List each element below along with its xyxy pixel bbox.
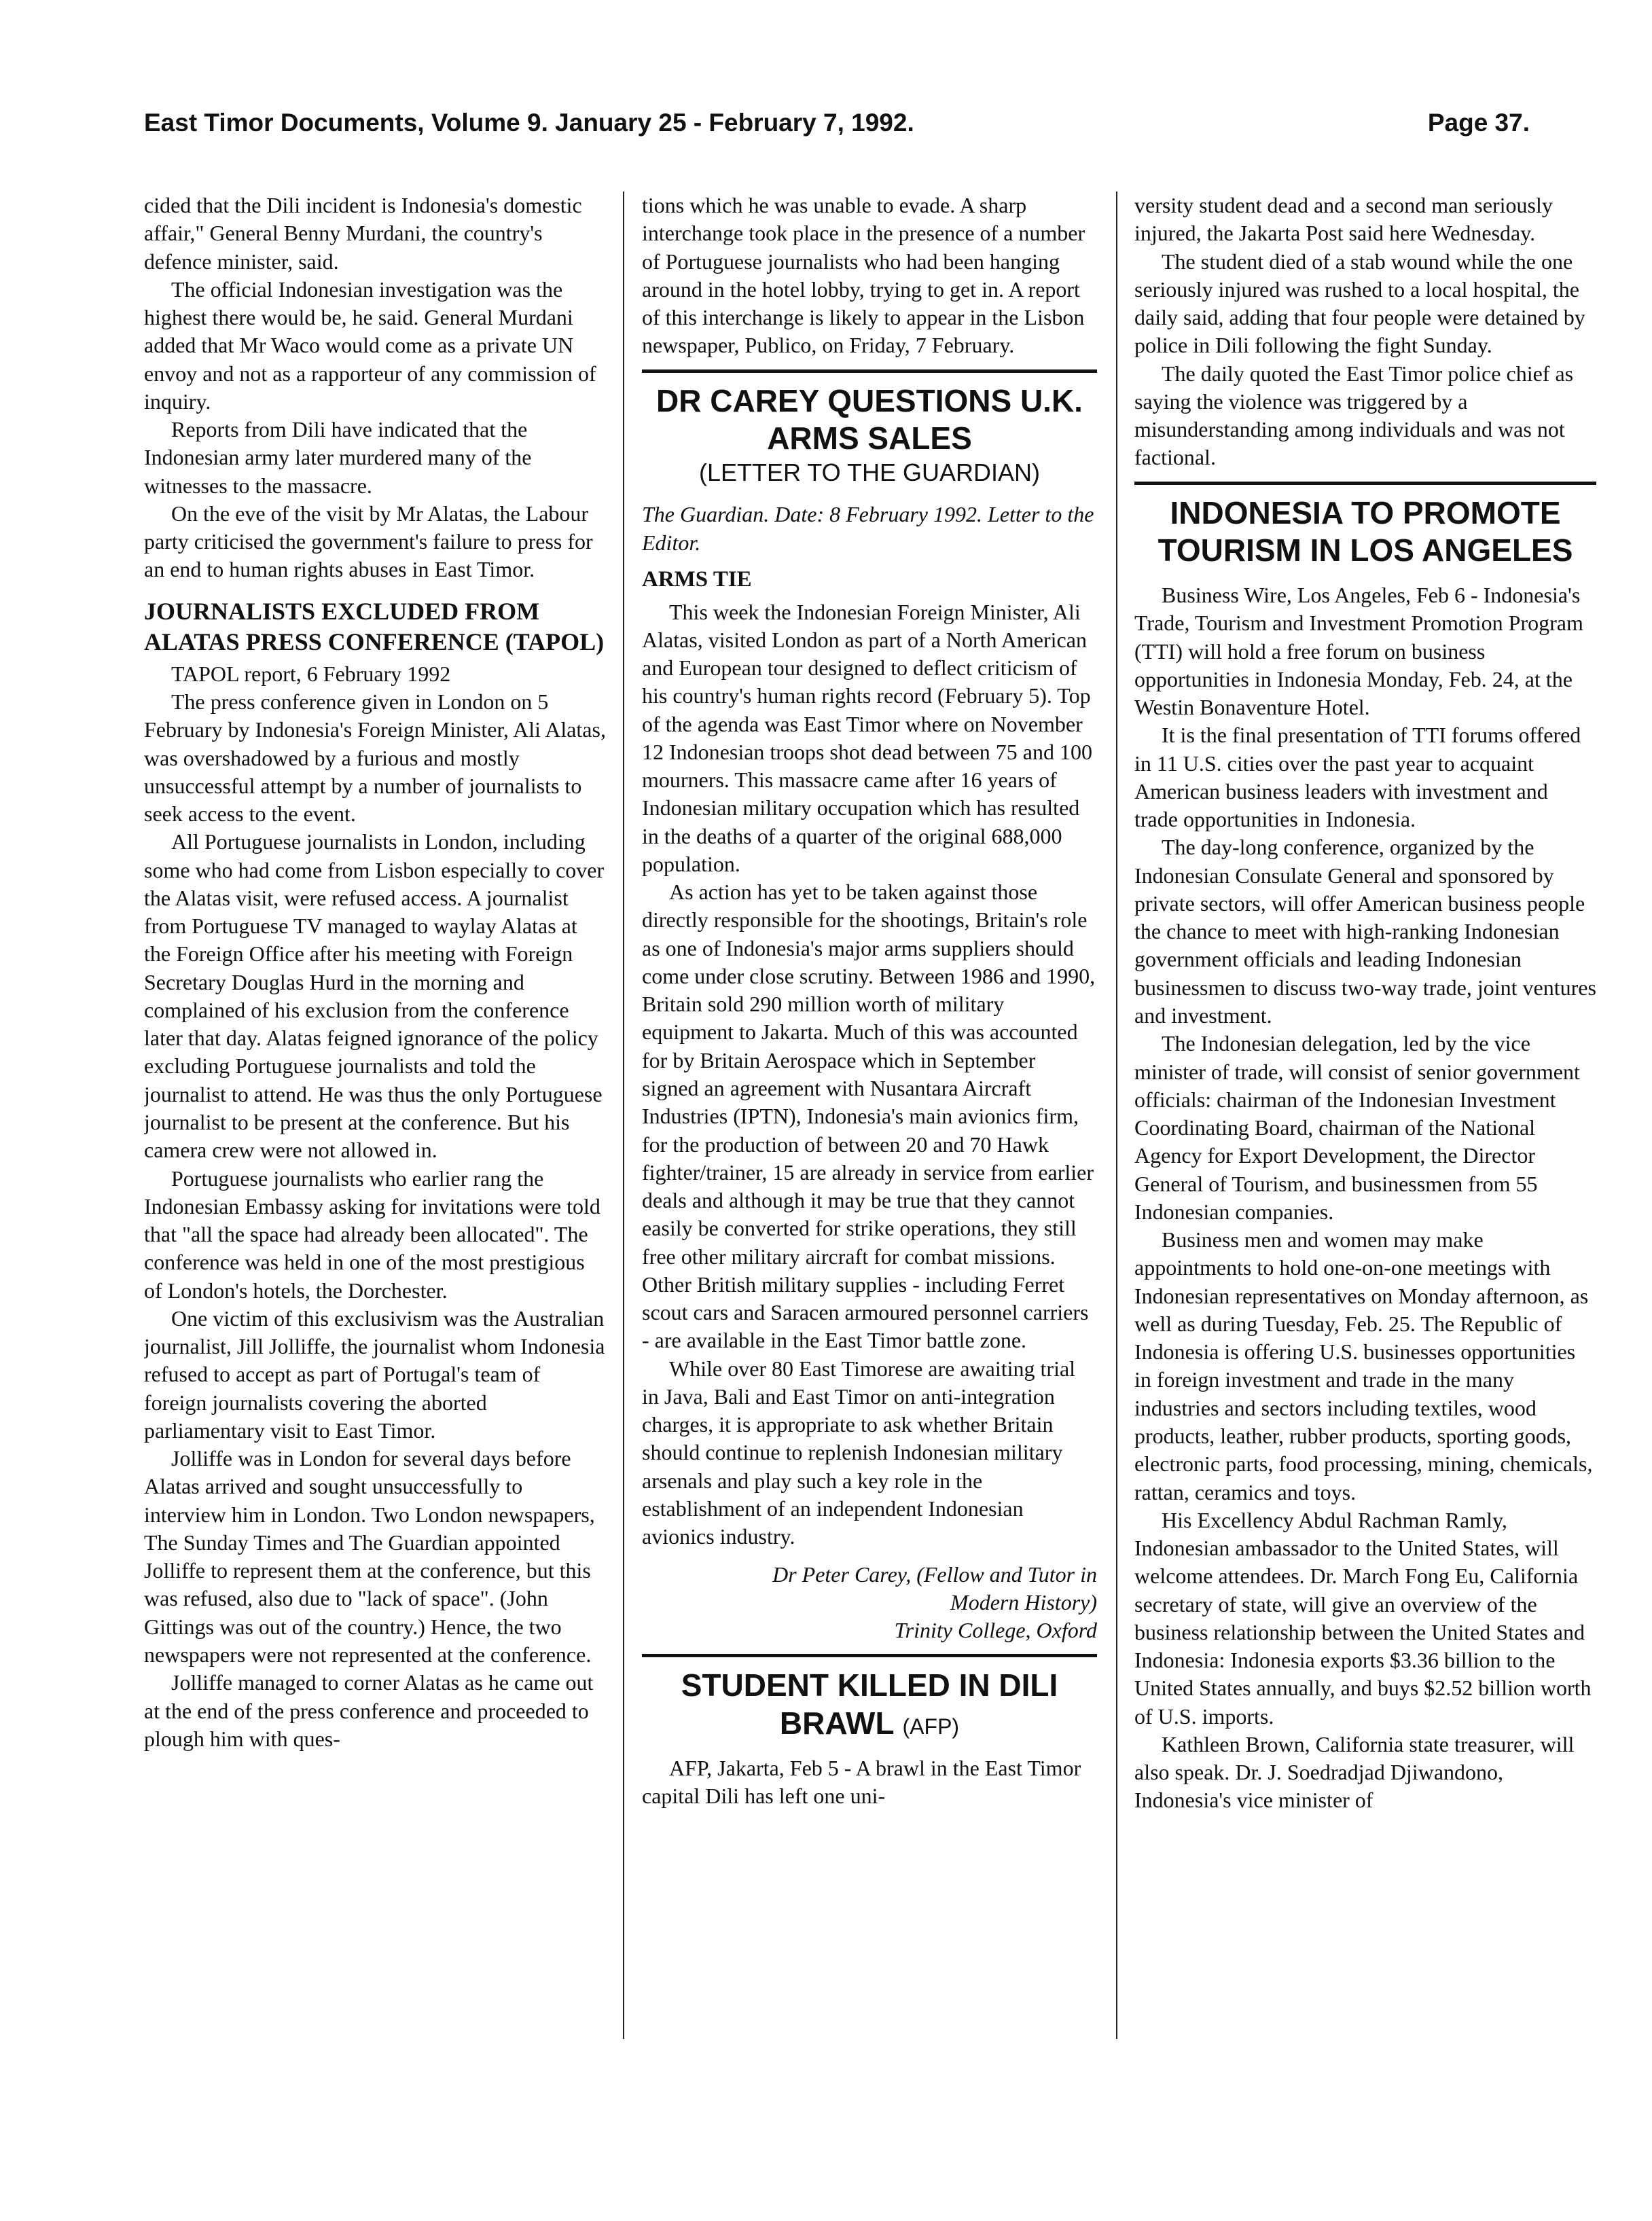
paragraph: tions which he was unable to evade. A sharp interchange took place in the presence of a number of Portuguese journalists who had been hanging around in the hotel lobby, trying to get in. A report of this interchange is likely to appear in the Lisbon newspaper, Publico, on Friday, 7 February. (642, 193, 1085, 358)
paragraph: Portuguese journalists who earlier rang the Indonesian Embassy asking for invitations were told that "all the space had already been allocated". The conference was held in one of the most prestigious of London's hotels, the Dorchester. (144, 1166, 600, 1303)
signature-line: Modern History) (950, 1589, 1097, 1614)
paragraph: While over 80 East Timorese are awaiting trial in Java, Bali and East Timor on anti-integration charges, it is appropriate to ask whether Britain should continue to replenish Indonesian military arsenals and play such a key role in the establishment of an independent Indonesian avionics industry. (642, 1356, 1076, 1549)
article-source: The Guardian. Date: 8 February 1992. Letter to the Editor. (642, 502, 1094, 555)
paragraph: cided that the Dili incident is Indonesia's domestic affair," General Benny Murdani, the country's defence minister, said. (144, 193, 582, 274)
paragraph: AFP, Jakarta, Feb 5 - A brawl in the East Timor capital Dili has left one uni- (642, 1755, 1081, 1808)
heading-tag: (AFP) (902, 1714, 960, 1739)
paragraph: The press conference given in London on 5 February by Indonesia's Foreign Minister, Ali Alatas, was overshadowed by a furious and mostly unsuccessful attempt by a number of journalists to seek access to the event. (144, 689, 606, 827)
section-rule (642, 369, 1097, 373)
paragraph: versity student dead and a second man seriously injured, the Jakarta Post said here Wednesday. (1134, 193, 1553, 246)
paragraph: Kathleen Brown, California state treasurer, will also speak. Dr. J. Soedradjad Djiwandono, Indonesia's vice minister of (1134, 1731, 1575, 1813)
paragraph: The Indonesian delegation, led by the vice minister of trade, will consist of senior government officials: chairman of the Indonesian Investment Coordinating Board, chairman of the National Agency for Export Development, the Director General of Tourism, and businessmen from 55 Indonesian companies. (1134, 1031, 1580, 1224)
paragraph: On the eve of the visit by Mr Alatas, the Labour party criticised the government's failure to press for an end to human rights abuses in East Timor. (144, 501, 593, 582)
paragraph: It is the final presentation of TTI forums offered in 11 U.S. cities over the past year to acquaint American business leaders with investment and trade opportunities in Indonesia. (1134, 723, 1581, 832)
article-heading-tourism: INDONESIA TO PROMOTE TOURISM IN LOS ANGELES (1157, 494, 1573, 568)
heading-text: STUDENT KILLED IN DILI BRAWL (681, 1667, 1058, 1741)
section-rule (1134, 482, 1596, 485)
paragraph: One victim of this exclusivism was the Australian journalist, Jill Jolliffe, the journalist whom Indonesia refused to accept as part of Portugal's team of foreign journalists covering the aborted parliamentary visit to East Timor. (144, 1305, 605, 1443)
paragraph: Reports from Dili have indicated that the Indonesian army later murdered many of the witnesses to the massacre. (144, 417, 532, 498)
paragraph: Business men and women may make appointments to hold one-on-one meetings with Indonesian representatives on Monday afternoon, as well as during Tuesday, Feb. 25. The Republic of Indonesia is offering U.S. businesses opportunities in foreign investment and trade in the many industries and sectors including textiles, wood products, leather, rubber products, sporting goods, electronic parts, food processing, mining, chemicals, rattan, ceramics and toys. (1134, 1227, 1593, 1504)
paragraph: The official Indonesian investigation was the highest there would be, he said. General Murdani added that Mr Waco would come as a private UN envoy and not as a rapporteur of any commission of inquiry. (144, 276, 596, 414)
column-divider-2 (1116, 192, 1117, 2039)
paragraph: The day-long conference, organized by the Indonesian Consulate General and sponsored by private sectors, will offer American business people the chance to meet with high-ranking Indonesian government officials and leading Indonesian businessmen to discuss two-way trade, joint ventures and investment. (1134, 835, 1596, 1028)
paragraph: All Portuguese journalists in London, including some who had come from Lisbon especially to cover the Alatas visit, were refused access. A journalist from Portuguese TV managed to waylay Alatas at the Foreign Office after his meeting with Foreign Secretary Douglas Hurd in the morning and complained of his exclusion from the conference later that day. Alatas feigned ignorance of the policy excluding Portuguese journalists and told the journalist to attend. He was thus the only Portuguese journalist to be present at the conference. But his camera crew were not allowed in. (144, 829, 605, 1163)
signature-line: Trinity College, Oxford (894, 1618, 1097, 1643)
article-heading-carey: DR CAREY QUESTIONS U.K. ARMS SALES (656, 382, 1083, 456)
paragraph: Jolliffe was in London for several days before Alatas arrived and sought unsuccessfully to interview him in London. Two London newspapers, The Sunday Times and The Guardian appointed Jolliffe to represent them at the conference, but this was refused, also due to "lack of space". (John Gittings was out of the country.) Hence, the two newspapers were not represented at the conference. (144, 1446, 595, 1667)
paragraph: His Excellency Abdul Rachman Ramly, Indonesian ambassador to the United States, will welcome attendees. Dr. March Fong Eu, California secretary of state, will give an overview of the business relationship between the United States and Indonesia: Indonesia exports $3.36 billion to the United States annually, and buys $2.52 billion worth of U.S. imports. (1134, 1507, 1592, 1729)
page-number: Page 37. (1427, 109, 1530, 137)
signature-block (642, 1561, 1097, 1645)
paragraph: This week the Indonesian Foreign Minister, Ali Alatas, visited London as part of a North American and European tour designed to deflect criticism of his country's human rights record (February 5). Top of the agenda was East Timor where on November 12 Indonesian troops shot dead between 75 and 100 mourners. This massacre came after 16 years of Indonesian military occupation which has resulted in the deaths of a quarter of the original 688,000 population. (642, 599, 1092, 876)
article-subhead-arms-tie: ARMS TIE (642, 566, 752, 592)
paragraph: The daily quoted the East Timor police chief as saying the violence was triggered by a misunderstanding among individuals and was not factional. (1134, 361, 1574, 470)
paragraph: Business Wire, Los Angeles, Feb 6 - Indonesia's Trade, Tourism and Investment Promotion Program (TTI) will hold a free forum on business opportunities in Indonesia Monday, Feb. 24, at the Westin Bonaventure Hotel. (1134, 583, 1583, 720)
column-2 (642, 192, 1097, 2032)
section-rule (642, 1654, 1097, 1657)
column-1 (144, 192, 606, 2032)
page-header (144, 109, 1530, 149)
column-divider-1 (623, 192, 624, 2039)
article-heading-journalists-excluded: JOURNALISTS EXCLUDED FROM ALATAS PRESS CONFERENCE (TAPOL) (144, 597, 605, 655)
running-title: East Timor Documents, Volume 9. January 25 - February 7, 1992. (144, 109, 914, 137)
paragraph: Jolliffe managed to corner Alatas as he came out at the end of the press conference and proceeded to plough him with ques- (144, 1670, 594, 1751)
paragraph: The student died of a stab wound while the one seriously injured was rushed to a local hospital, the daily said, adding that four people were detained by police in Dili following the fight Sunday. (1134, 249, 1585, 358)
article-heading-student-killed (642, 1667, 1097, 1741)
article-source: TAPOL report, 6 February 1992 (171, 661, 451, 686)
signature-line: Dr Peter Carey, (Fellow and Tutor in (772, 1561, 1097, 1587)
article-subheading-carey: (LETTER TO THE GUARDIAN) (698, 458, 1041, 486)
paragraph: As action has yet to be taken against those directly responsible for the shootings, Britain's role as one of Indonesia's major arms suppliers should come under close scrutiny. Between 1986 and 1990, Britain sold 290 million worth of military equipment to Jakarta. Much of this was accounted for by Britain Aerospace which in September signed an agreement with Nusantara Aircraft Industries (IPTN), Indonesia's main avionics firm, for the production of between 20 and 70 Hawk fighter/trainer, 15 are already in service from earlier deals and although it may be true that they cannot easily be converted for strike operations, they still free other military aircraft for combat missions. Other British military supplies - including Ferret scout cars and Saracen armoured personnel carriers - are available in the East Timor battle zone. (642, 880, 1096, 1353)
column-3 (1134, 192, 1596, 2032)
